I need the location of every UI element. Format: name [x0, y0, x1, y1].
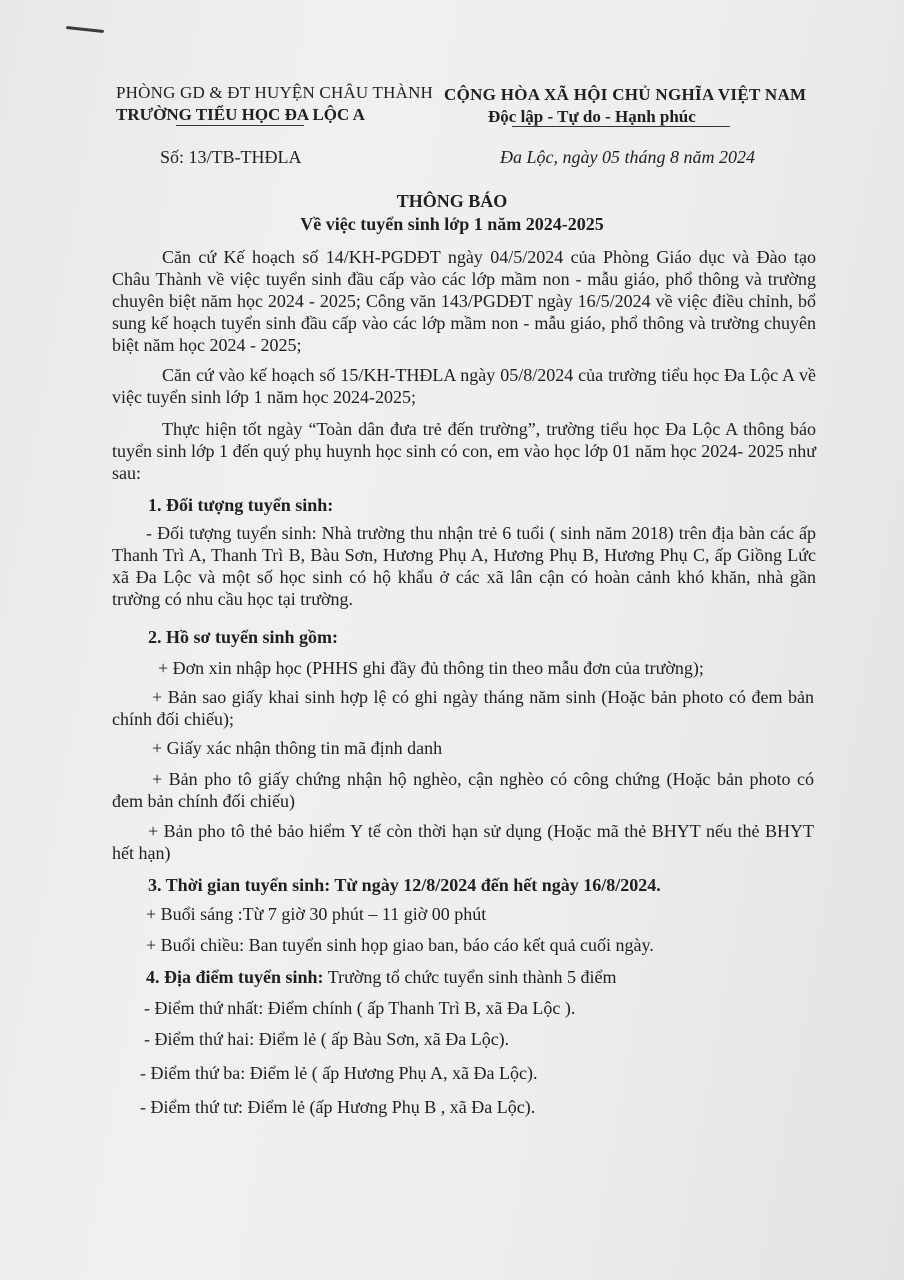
motto: Độc lập - Tự do - Hạnh phúc	[488, 107, 696, 126]
section-4-heading	[146, 966, 617, 988]
school-name: TRƯỜNG TIỂU HỌC ĐA LỘC A	[116, 105, 365, 124]
section-1-heading: 1. Đối tượng tuyển sinh:	[148, 495, 334, 515]
intro-paragraph-2	[112, 364, 816, 408]
requirement-item-text: + Bản pho tô giấy chứng nhận hộ nghèo, cận nghèo có công chứng (Hoặc bản photo có đem bản chính đối chiếu)	[112, 769, 814, 811]
intro-paragraph-1	[112, 246, 816, 356]
national-header	[444, 84, 806, 128]
nation-name: CỘNG HÒA XÃ HỘI CHỦ NGHĨA VIỆT NAM	[444, 85, 807, 104]
document-subtitle: Về việc tuyển sinh lớp 1 năm 2024-2025	[300, 214, 604, 234]
intro-paragraph-2-text: Căn cứ vào kế hoạch số 15/KH-THĐLA ngày 05/8/2024 của trường tiểu học Đa Lộc A về việc tuyển sinh lớp 1 năm học 2024-2025;	[112, 365, 816, 407]
section-2-heading: 2. Hồ sơ tuyển sinh gồm:	[148, 627, 338, 647]
intro-paragraph-1-text: Căn cứ Kế hoạch số 14/KH-PGDĐT ngày 04/5/2024 của Phòng Giáo dục và Đào tạo Châu Thành về việc tuyển sinh đầu cấp vào các lớp mầm non - mẫu giáo, phổ thông và trường chuyên biệt năm học 2024 - 2025; Công văn 143/PGDĐT ngày 16/5/2024 về việc điều chỉnh, bổ sung kế hoạch tuyển sinh đầu cấp vào các lớp mầm non - mẫu giáo, phổ thông và trường chuyên biệt năm học 2024 - 2025;	[112, 247, 816, 355]
requirement-item	[112, 768, 814, 812]
section-1-text	[112, 522, 816, 610]
location-item: - Điểm thứ nhất: Điểm chính ( ấp Thanh Trì B, xã Đa Lộc ).	[144, 998, 576, 1018]
requirement-item-text: + Bản pho tô thẻ bảo hiểm Y tế còn thời hạn sử dụng (Hoặc mã thẻ BHYT nếu thẻ BHYT hết hạn)	[112, 821, 814, 863]
section-1-body: - Đối tượng tuyển sinh: Nhà trường thu nhận trẻ 6 tuổi ( sinh năm 2018) trên địa bàn các ấp Thanh Trì A, Thanh Trì B, Bàu Sơn, Hương Phụ A, Hương Phụ B, Hương Phụ C, ấp Giồng Lức xã Đa Lộc và một số học sinh có hộ khẩu ở các xã lân cận có hoàn cảnh khó khăn, nhà gần trường có nhu cầu học tại trường.	[112, 523, 816, 609]
school-underline	[176, 125, 304, 126]
schedule-item: + Buổi sáng :Từ 7 giờ 30 phút – 11 giờ 00 phút	[146, 904, 487, 924]
issuer-header	[116, 82, 433, 126]
schedule-item: + Buổi chiều: Ban tuyển sinh họp giao ban, báo cáo kết quả cuối ngày.	[146, 935, 654, 955]
requirement-item: + Đơn xin nhập học (PHHS ghi đầy đủ thông tin theo mẫu đơn của trường);	[158, 658, 704, 678]
location-item: - Điểm thứ tư: Điểm lẻ (ấp Hương Phụ B , xã Đa Lộc).	[140, 1097, 536, 1117]
requirement-item-text: + Bản sao giấy khai sinh hợp lệ có ghi ngày tháng năm sinh (Hoặc bản photo có đem bản chính đối chiếu);	[112, 687, 814, 729]
requirement-item: + Giấy xác nhận thông tin mã định danh	[152, 738, 443, 758]
motto-underline	[512, 126, 730, 127]
location-item: - Điểm thứ ba: Điểm lẻ ( ấp Hương Phụ A, xã Đa Lộc).	[140, 1063, 538, 1083]
intro-paragraph-3	[112, 418, 816, 484]
agency-name: PHÒNG GD & ĐT HUYỆN CHÂU THÀNH	[116, 83, 434, 102]
location-item: - Điểm thứ hai: Điểm lẻ ( ấp Bàu Sơn, xã Đa Lộc).	[144, 1029, 510, 1049]
document-title: THÔNG BÁO	[396, 191, 508, 211]
requirement-item	[112, 686, 814, 730]
section-4-heading-text: Trường tổ chức tuyển sinh thành 5 điểm	[323, 967, 617, 987]
section-3-heading: 3. Thời gian tuyển sinh: Từ ngày 12/8/2024 đến hết ngày 16/8/2024.	[148, 875, 661, 895]
intro-paragraph-3-text: Thực hiện tốt ngày “Toàn dân đưa trẻ đến trường”, trường tiểu học Đa Lộc A thông báo tuyển sinh lớp 1 đến quý phụ huynh học sinh có con, em vào học lớp 01 năm học 2024- 2025 như sau:	[112, 419, 816, 483]
section-4-heading-label: 4. Địa điểm tuyển sinh:	[146, 967, 324, 987]
document-date: Đa Lộc, ngày 05 tháng 8 năm 2024	[500, 147, 755, 167]
requirement-item	[112, 820, 814, 864]
pen-mark	[66, 26, 104, 33]
document-number: Số: 13/TB-THĐLA	[160, 147, 302, 167]
